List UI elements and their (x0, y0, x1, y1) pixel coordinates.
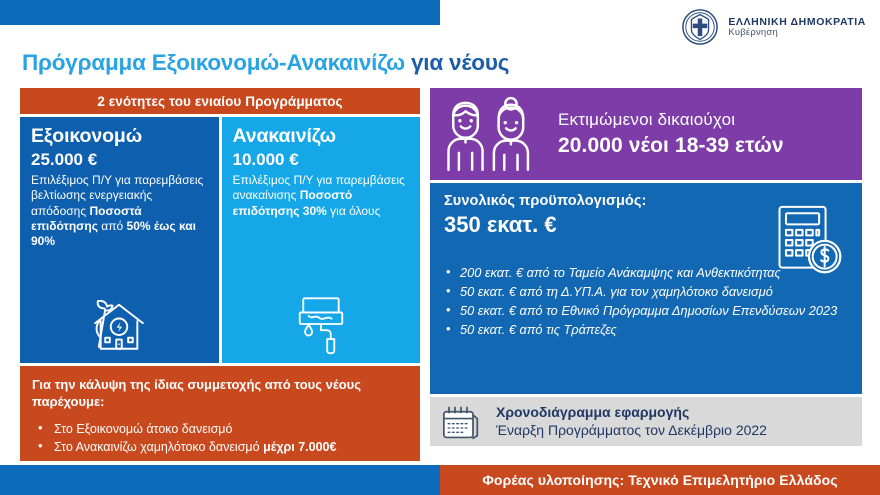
unit-name: Εξοικονομώ (31, 125, 143, 147)
unit-card-exoikonomo (20, 117, 219, 363)
coverage-list (32, 420, 408, 456)
coverage-title: Για την κάλυψη της ίδιας συμμετοχής από τους νέους παρέχουμε: (32, 377, 361, 410)
unit-description (233, 173, 410, 219)
coverage-box (20, 366, 420, 461)
paint-roller-icon (222, 293, 421, 355)
unit-desc-bold: Ποσοστά επιδότησης (31, 203, 142, 234)
page-title-part1: Πρόγραμμα Εξοικονομώ-Ανακαινίζω (22, 50, 405, 75)
unit-amount: 10.000 € (232, 150, 299, 169)
list-item: • 50 εκατ. € από τις Τράπεζες (444, 321, 848, 339)
coverage-item-text: Στο Εξοικονομώ άτοκο δανεισμό (54, 422, 233, 437)
timeline-box (430, 397, 862, 446)
unit-card-anakainizo (222, 117, 421, 363)
beneficiaries-value: 20.000 νέοι 18-39 ετών (558, 134, 784, 158)
eco-house-icon (20, 293, 219, 355)
footer-implementing-body: Φορέας υλοποίησης: Τεχνικό Επιμελητήριο Ελλάδος (440, 465, 880, 495)
page-title-part2: για νέους (404, 50, 510, 75)
unit-description (31, 173, 208, 250)
header-blue-bar (0, 0, 440, 25)
government-logo (681, 8, 866, 46)
list-item: • 50 εκατ. € από το Εθνικό Πρόγραμμα Δημοσίων Επενδύσεων 2023 (444, 302, 848, 320)
beneficiaries-label: Εκτιμώμενοι δικαιούχοι (558, 109, 736, 129)
timeline-title: Χρονοδιάγραμμα εφαρμογής (496, 403, 690, 420)
footer-blue-bar (0, 465, 440, 495)
unit-name: Ανακαινίζω (232, 125, 336, 147)
unit-desc-plain2: από (97, 219, 127, 234)
timeline-subtitle: Έναρξη Προγράμματος τον Δεκέμβριο 2022 (496, 422, 767, 438)
footer (0, 465, 880, 495)
right-column (430, 88, 862, 446)
beneficiaries-box (430, 88, 862, 180)
unit-desc-plain: Επιλέξιμος Π/Υ για παρεμβάσεις βελτίωσης ενεργειακής απόδοσης (31, 173, 204, 218)
logo-subtitle: Κυβέρνηση (728, 26, 778, 38)
coverage-item-text: Στο Ανακαινίζω χαμηλότοκο δανεισμό (54, 440, 264, 455)
budget-label: Συνολικός προϋπολογισμός: (444, 193, 647, 209)
two-young-people-icon (440, 94, 544, 174)
budget-amount: 350 εκατ. € (444, 212, 557, 237)
unit-amount: 25.000 € (31, 150, 98, 169)
list-item: • 50 εκατ. € από τη Δ.ΥΠ.Α. για τον χαμηλότοκο δανεισμό (444, 283, 848, 301)
logo-title: ΕΛΛΗΝΙΚΗ ΔΗΜΟΚΡΑΤΙΑ (728, 15, 866, 28)
calendar-icon (442, 404, 480, 440)
list-item (32, 438, 408, 456)
list-item: • 200 εκατ. € από το Ταμείο Ανάκαμψης και Ανθεκτικότητας (444, 264, 848, 282)
budget-sources-list (444, 264, 848, 340)
unit-desc-bold2: 50% έως και 90% (31, 219, 197, 249)
unit-desc-bold: Ποσοστό επιδότησης 30% (232, 188, 353, 218)
units-row (20, 117, 420, 363)
page-title (22, 50, 509, 76)
coverage-item-bold: μέχρι 7.000€ (263, 440, 337, 455)
unit-desc-plain2: για όλους (326, 203, 381, 218)
budget-box (430, 183, 862, 394)
left-column (20, 88, 420, 461)
list-item (32, 420, 408, 438)
unit-desc-plain: Επιλέξιμος Π/Υ για παρεμβάσεις ανακαίνισης (232, 173, 405, 203)
greek-coat-of-arms-icon (681, 8, 719, 46)
units-section-header: 2 ενότητες του ενιαίου Προγράμματος (20, 88, 420, 114)
